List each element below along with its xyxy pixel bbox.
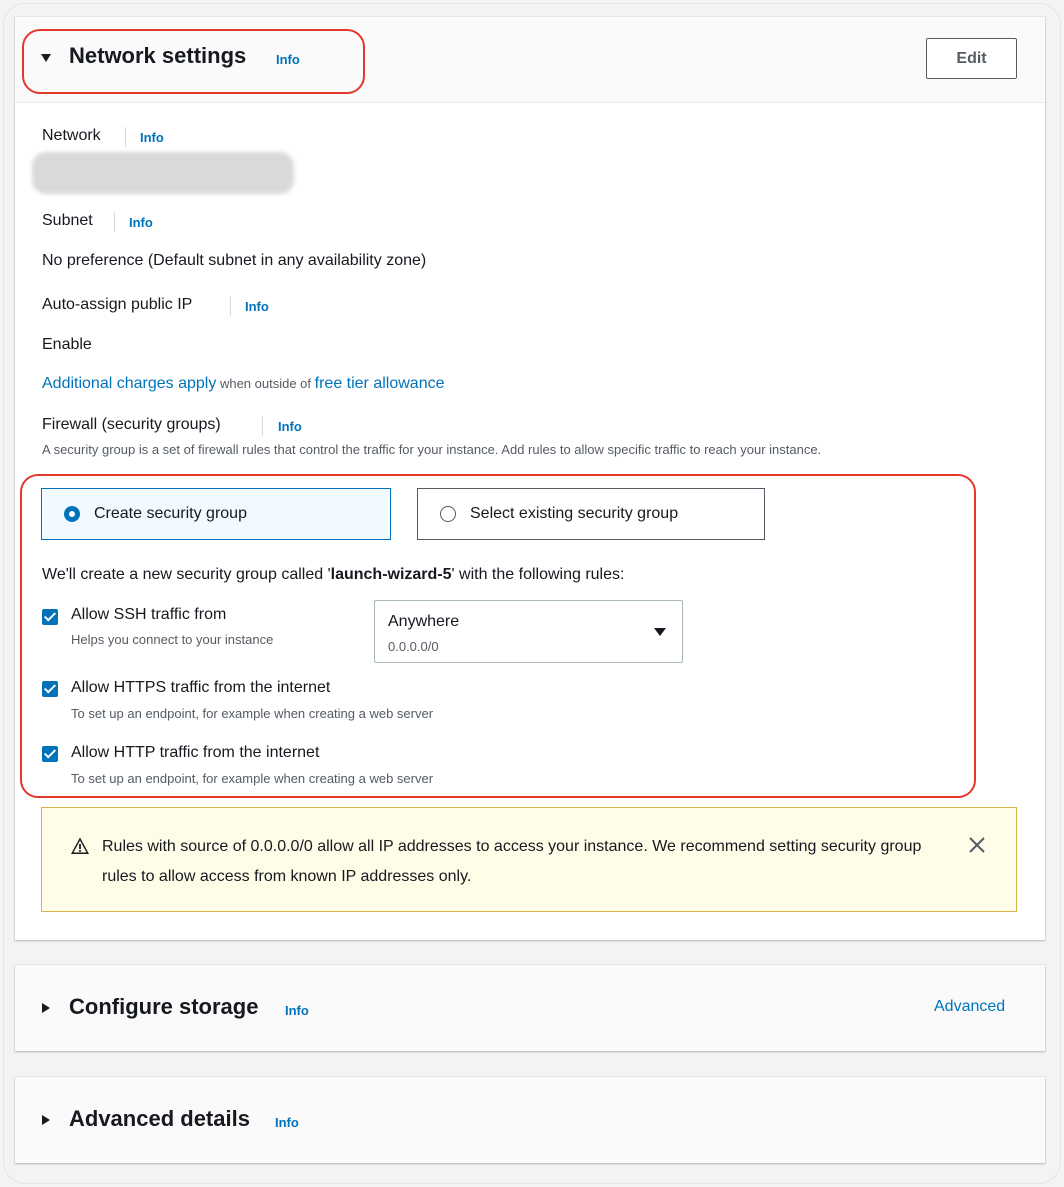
configure-storage-title: Configure storage <box>69 994 259 1019</box>
https-rule-label[interactable]: Allow HTTPS traffic from the internet <box>71 679 331 696</box>
expand-caret-icon[interactable] <box>42 1003 50 1013</box>
warning-text: Rules with source of 0.0.0.0/0 allow all IP addresses to access your instance. We recommend setting security group rules to allow access from known IP addresses only. <box>102 838 922 885</box>
separator <box>125 127 126 147</box>
title-highlight <box>22 29 365 94</box>
warning-alert <box>41 807 1017 912</box>
http-rule-label[interactable]: Allow HTTP traffic from the internet <box>71 744 320 761</box>
warning-icon <box>70 836 90 856</box>
notice-prefix: We'll create a new security group called ' <box>42 566 331 583</box>
create-security-group-label: Create security group <box>94 505 247 522</box>
charges-middle-text: when outside of <box>216 376 315 391</box>
ssh-source-cidr: 0.0.0.0/0 <box>388 639 439 654</box>
configure-storage-panel[interactable] <box>15 965 1045 1051</box>
edit-button[interactable]: Edit <box>926 38 1017 79</box>
charges-line <box>42 375 444 393</box>
notice-suffix: ' with the following rules: <box>451 566 625 583</box>
firewall-info-link[interactable]: Info <box>278 419 302 434</box>
separator <box>262 416 263 436</box>
ssh-source-value: Anywhere <box>388 613 460 630</box>
additional-charges-link[interactable]: Additional charges apply <box>42 375 217 392</box>
configure-storage-info-link[interactable]: Info <box>285 1003 309 1018</box>
auto-assign-ip-value: Enable <box>42 336 92 353</box>
advanced-details-panel[interactable] <box>15 1077 1045 1163</box>
ssh-rule-description: Helps you connect to your instance <box>71 632 274 647</box>
network-settings-title: Network settings <box>69 43 247 68</box>
http-rule-description: To set up an endpoint, for example when creating a web server <box>71 771 434 786</box>
separator <box>230 296 231 316</box>
close-icon[interactable] <box>968 836 986 854</box>
security-group-name: launch-wizard-5 <box>330 566 452 583</box>
auto-assign-ip-label: Auto-assign public IP <box>42 296 193 313</box>
free-tier-link[interactable]: free tier allowance <box>314 375 445 392</box>
advanced-details-info-link[interactable]: Info <box>275 1115 299 1130</box>
select-existing-security-group-label: Select existing security group <box>470 505 679 522</box>
network-info-link[interactable]: Info <box>140 130 164 145</box>
separator <box>114 212 115 232</box>
advanced-details-title: Advanced details <box>69 1106 250 1131</box>
subnet-value: No preference (Default subnet in any availability zone) <box>42 252 427 269</box>
auto-assign-info-link[interactable]: Info <box>245 299 269 314</box>
https-rule-description: To set up an endpoint, for example when creating a web server <box>71 706 434 721</box>
expand-caret-icon[interactable] <box>42 1115 50 1125</box>
ssh-rule-label[interactable]: Allow SSH traffic from <box>71 606 227 623</box>
advanced-link[interactable]: Advanced <box>934 998 1006 1015</box>
subnet-info-link[interactable]: Info <box>129 215 153 230</box>
firewall-description: A security group is a set of firewall rules that control the traffic for your instance. Add rules to allow specific traffic to reach your instance. <box>42 442 822 457</box>
firewall-label: Firewall (security groups) <box>42 416 221 433</box>
network-value-redacted <box>32 152 294 194</box>
security-group-highlight <box>20 474 976 798</box>
network-settings-info-link[interactable]: Info <box>276 52 300 67</box>
network-label: Network <box>42 127 101 144</box>
subnet-label: Subnet <box>42 212 93 229</box>
